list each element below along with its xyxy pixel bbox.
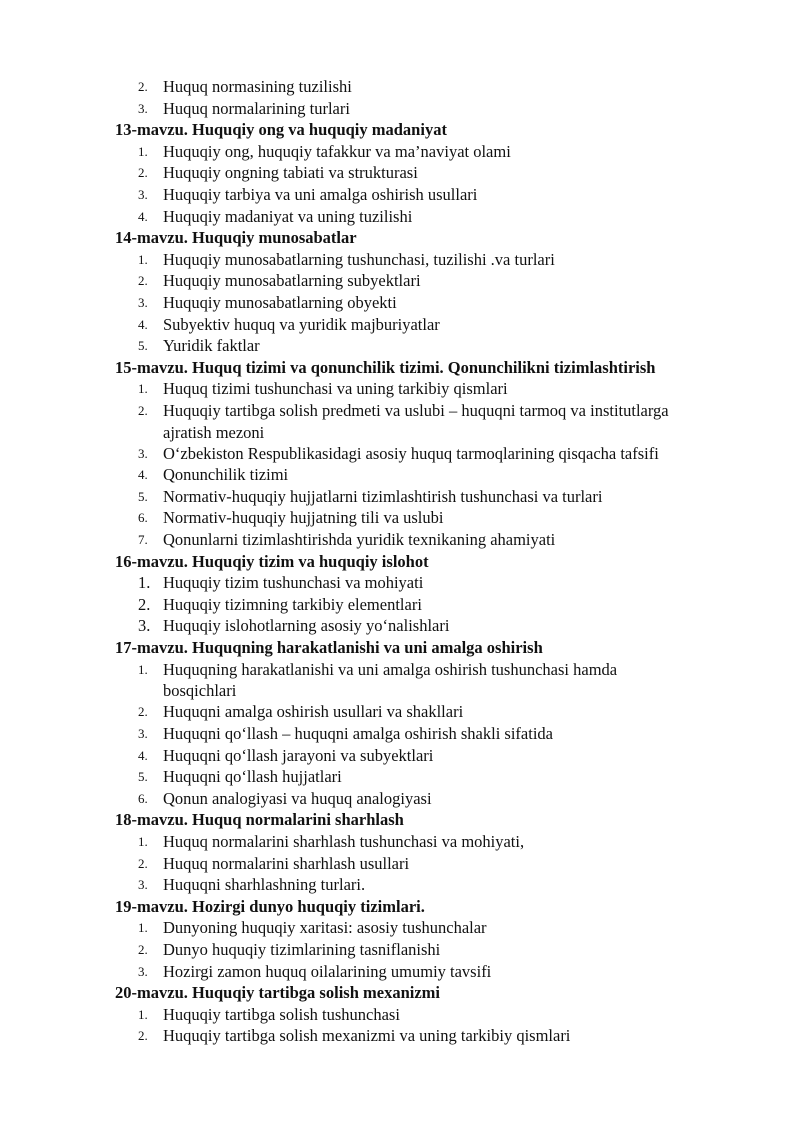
list-item	[0, 874, 800, 896]
list-item-number: 4.	[138, 208, 148, 224]
list-item-text: Huquqiy ongning tabiati va strukturasi	[163, 163, 418, 183]
list-item-text: Huquqni qo‘llash hujjatlari	[163, 767, 342, 787]
list-item-number: 3.	[138, 726, 148, 741]
list-item-text: Huquq normasining tuzilishi	[163, 77, 352, 96]
list-item-number: 5.	[138, 769, 148, 785]
list-item	[0, 486, 800, 508]
list-item	[0, 249, 800, 271]
list-item-number: 3.	[138, 445, 148, 461]
list-item	[0, 335, 800, 357]
list-item-text: bosqichlari	[163, 681, 237, 701]
list-item-number: 4.	[138, 467, 148, 483]
list-item-number: 2.	[138, 704, 148, 720]
document-page	[0, 76, 800, 1047]
section-heading: 17-mavzu. Huquqning harakatlanishi va uni amalga oshirish	[115, 638, 543, 658]
list-item-number: 4.	[138, 316, 148, 332]
section-heading: 13-mavzu. Huquqiy ong va huquqiy madaniyat	[115, 120, 447, 140]
list-item-number: 5.	[138, 338, 148, 354]
list-item-text: Huquqiy tarbiya va uni amalga oshirish usullari	[163, 184, 478, 204]
list-item	[0, 206, 800, 228]
list-item-number: 5.	[138, 488, 148, 504]
list-item-number: 2.	[138, 941, 148, 957]
list-item-text: O‘zbekiston Respublikasidagi asosiy huquq tarmoqlarining qisqacha tafsifi	[163, 443, 659, 463]
list-item-number: 1.	[138, 143, 148, 159]
list-item-number: 1.	[138, 833, 148, 849]
list-item-number: 2.	[138, 1028, 148, 1044]
list-item	[0, 723, 800, 745]
list-item-text: Qonun analogiyasi va huquq analogiyasi	[163, 788, 432, 808]
list-item	[0, 939, 800, 961]
list-item-text: Huquqiy munosabatlarning tushunchasi, tuzilishi .va turlari	[163, 249, 555, 269]
list-item	[0, 292, 800, 314]
list-item-number: 1.	[138, 661, 148, 677]
list-item	[0, 1004, 800, 1026]
list-item	[0, 76, 800, 98]
list-item-number: 2.	[138, 855, 148, 871]
list-item-text: Normativ-huquqiy hujjatlarni tizimlashtirish tushunchasi va turlari	[163, 486, 603, 506]
list-item	[0, 615, 800, 637]
list-item	[0, 141, 800, 163]
list-item-text: Normativ-huquqiy hujjatning tili va uslubi	[163, 508, 444, 528]
list-item	[0, 745, 800, 767]
list-item-text: Huquqiy tartibga solish predmeti va uslubi – huquqni tarmoq va institutlarga	[163, 400, 669, 420]
list-item-number: 2.	[138, 594, 151, 614]
list-item	[0, 400, 800, 422]
list-item	[0, 853, 800, 875]
section-heading: 14-mavzu. Huquqiy munosabatlar	[115, 228, 357, 248]
list-item-number: 3.	[138, 186, 148, 202]
list-item-continuation	[0, 422, 800, 443]
list-item	[0, 314, 800, 336]
list-item-text: Huquq normalarini sharhlash usullari	[163, 853, 410, 873]
list-item-text: Qonunlarni tizimlashtirishda yuridik texnikaning ahamiyati	[163, 530, 556, 550]
list-item-number: 3.	[138, 877, 148, 893]
list-item-text: Huquqiy munosabatlarning obyekti	[163, 292, 397, 312]
list-item-number: 2.	[138, 273, 148, 289]
list-item-text: Huquqni qo‘llash jarayoni va subyektlari	[163, 745, 434, 765]
list-item	[0, 572, 800, 594]
list-item-number: 3.	[138, 963, 148, 979]
list-item	[0, 831, 800, 853]
list-item	[0, 961, 800, 983]
list-item	[0, 766, 800, 788]
list-item-text: Qonunchilik tizimi	[163, 465, 289, 485]
list-item-text: Hozirgi zamon huquq oilalarining umumiy tavsifi	[163, 961, 492, 981]
list-item-text: Huquqni amalga oshirish usullari va shakllari	[163, 702, 464, 722]
list-item-text: Yuridik faktlar	[163, 336, 260, 356]
list-item	[0, 507, 800, 529]
list-item-text: Huquqiy tizimning tarkibiy elementlari	[163, 594, 422, 614]
list-item	[0, 701, 800, 723]
list-item-text: Subyektiv huquq va yuridik majburiyatlar	[163, 314, 440, 334]
list-item-text: Huquq normalarining turlari	[163, 98, 350, 118]
list-item-number: 2.	[138, 165, 148, 181]
list-item	[0, 1025, 800, 1047]
list-item-number: 2.	[138, 402, 148, 418]
list-item-number: 1.	[138, 573, 151, 593]
list-item	[0, 464, 800, 486]
list-item-text: Huquqiy islohotlarning asosiy yo‘nalishlari	[163, 616, 450, 636]
list-item	[0, 184, 800, 206]
list-item-number: 2.	[138, 79, 148, 94]
list-item	[0, 443, 800, 465]
section-heading: 19-mavzu. Hozirgi dunyo huquqiy tizimlari.	[115, 896, 425, 916]
section-heading: 18-mavzu. Huquq normalarini sharhlash	[115, 810, 404, 830]
list-item	[0, 659, 800, 681]
list-item-number: 1.	[138, 1006, 148, 1022]
list-item-text: Huquqiy tizim tushunchasi va mohiyati	[163, 573, 424, 593]
list-item	[0, 917, 800, 939]
list-item	[0, 529, 800, 551]
list-item-number: 4.	[138, 747, 148, 763]
list-item	[0, 270, 800, 292]
list-item	[0, 378, 800, 400]
list-item-number: 1.	[138, 381, 148, 397]
list-item	[0, 162, 800, 184]
list-item-text: Huquq tizimi tushunchasi va uning tarkibiy qismlari	[163, 379, 508, 399]
list-item	[0, 788, 800, 810]
list-item-number: 1.	[138, 251, 148, 267]
list-item-text: Huquqni sharhlashning turlari.	[163, 875, 366, 895]
list-item-text: Dunyo huquqiy tizimlarining tasniflanishi	[163, 939, 441, 959]
section-heading: 16-mavzu. Huquqiy tizim va huquqiy islohot	[115, 551, 429, 571]
list-item-text: Dunyoning huquqiy xaritasi: asosiy tushunchalar	[163, 918, 487, 938]
list-item-number: 7.	[138, 532, 148, 548]
list-item-text: Huquqiy ong, huquqiy tafakkur va ma’naviyat olami	[163, 141, 511, 161]
list-item-number: 1.	[138, 920, 148, 936]
list-item-text: Huquq normalarini sharhlash tushunchasi va mohiyati,	[163, 831, 525, 851]
list-item-number: 3.	[138, 616, 151, 636]
list-item-continuation	[0, 680, 800, 701]
list-item-text: Huquqiy tartibga solish mexanizmi va uning tarkibiy qismlari	[163, 1026, 571, 1046]
section-heading: 20-mavzu. Huquqiy tartibga solish mexanizmi	[115, 983, 440, 1003]
list-item-number: 3.	[138, 100, 148, 116]
section-heading: 15-mavzu. Huquq tizimi va qonunchilik tizimi. Qonunchilikni tizimlashtirish	[115, 357, 656, 377]
list-item-text: ajratish mezoni	[163, 422, 265, 442]
list-item-text: Huquqiy tartibga solish tushunchasi	[163, 1004, 400, 1024]
list-item-text: Huquqning harakatlanishi va uni amalga oshirish tushunchasi hamda	[163, 659, 618, 679]
list-item-number: 6.	[138, 510, 148, 526]
list-item-text: Huquqiy munosabatlarning subyektlari	[163, 271, 421, 291]
list-item	[0, 98, 800, 120]
list-item	[0, 594, 800, 616]
list-item-text: Huquqni qo‘llash – huquqni amalga oshirish shakli sifatida	[163, 724, 553, 743]
list-item-number: 3.	[138, 294, 148, 310]
list-item-text: Huquqiy madaniyat va uning tuzilishi	[163, 206, 413, 226]
list-item-number: 6.	[138, 790, 148, 806]
